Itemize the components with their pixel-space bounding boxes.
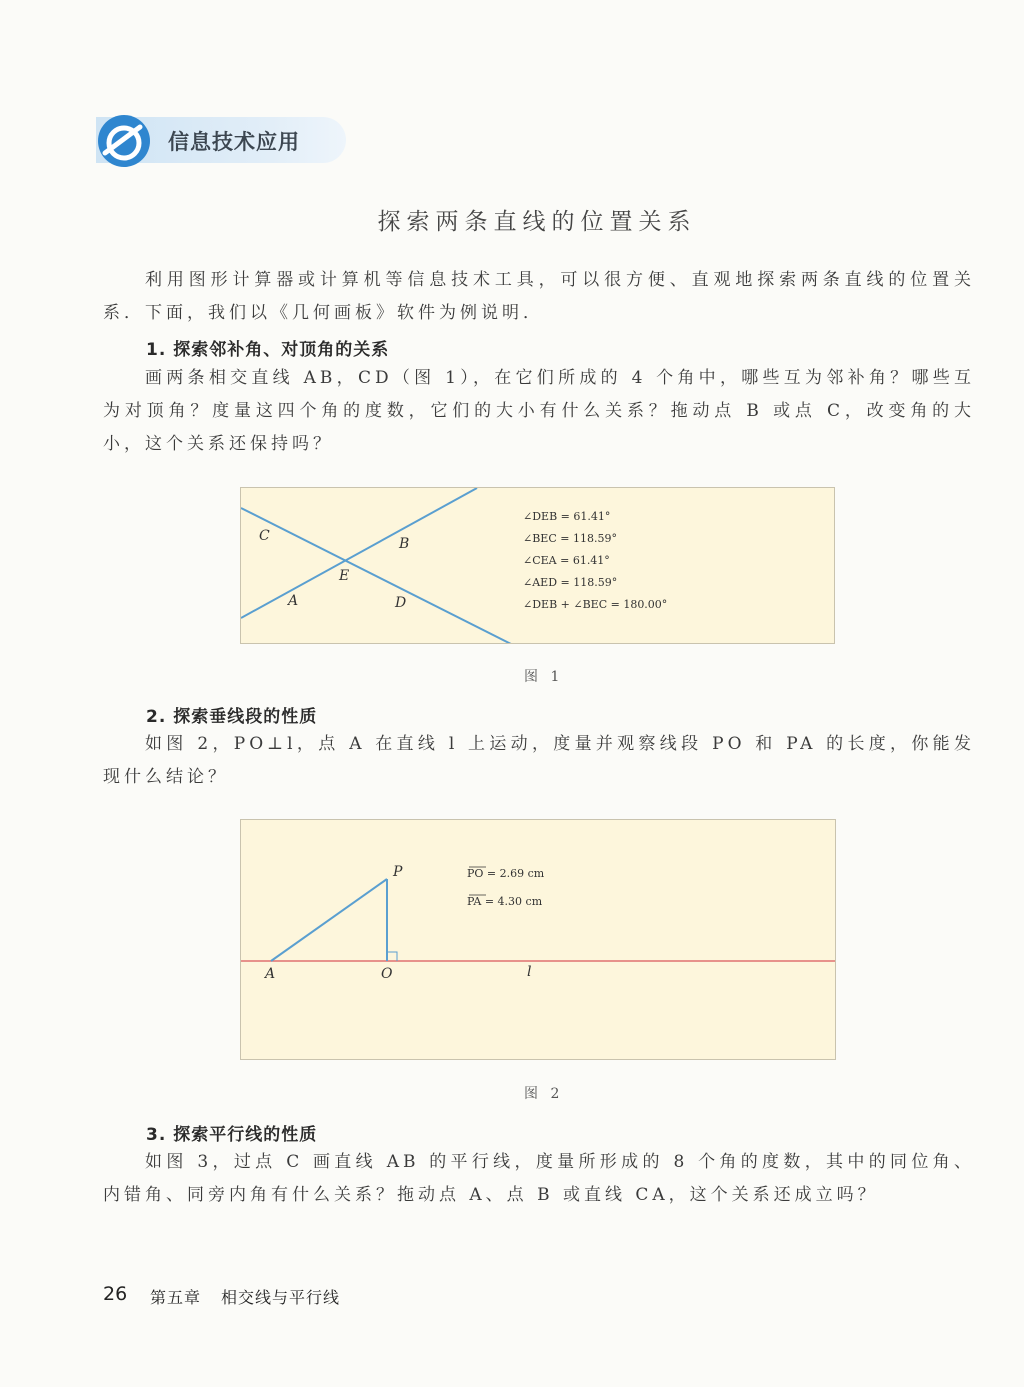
section1-paragraph: 画两条相交直线 AB，CD（图 1），在它们所成的 4 个角中，哪些互为邻补角？哪些互为对顶角？度量这四个角的度数，它们的大小有什么关系？拖动点 B 或点 C，改变角的大小，这个关系还保持吗？ <box>103 368 975 454</box>
figure-2-diagram <box>241 820 836 1060</box>
label-e: E <box>339 568 350 584</box>
intro-paragraph: 利用图形计算器或计算机等信息技术工具，可以很方便、直观地探索两条直线的位置关系．下面，我们以《几何画板》软件为例说明． <box>103 270 975 323</box>
figure-2 <box>240 819 836 1060</box>
section3-paragraph: 如图 3，过点 C 画直线 AB 的平行线，度量所形成的 8 个角的度数，其中的同位角、内错角、同旁内角有什么关系？拖动点 A、点 B 或直线 CA，这个关系还成立吗？ <box>103 1152 975 1205</box>
measure-po: PO = 2.69 cm <box>467 867 545 880</box>
measure-bec: ∠BEC = 118.59° <box>523 532 617 545</box>
figure-1-caption: 图 1 <box>524 669 564 685</box>
banner-title: 信息技术应用 <box>168 130 300 154</box>
label-a: A <box>265 966 276 982</box>
page-title: 探索两条直线的位置关系 <box>377 209 697 235</box>
info-tech-icon <box>96 113 152 169</box>
right-angle-mark <box>387 952 397 961</box>
chapter-title: 相交线与平行线 <box>221 1288 341 1307</box>
running-footer <box>150 1285 360 1308</box>
figure-1 <box>240 487 835 644</box>
figure-1-diagram <box>241 488 835 644</box>
section2-heading: 2. 探索垂线段的性质 <box>146 707 318 727</box>
measure-aed: ∠AED = 118.59° <box>523 576 618 589</box>
label-p: P <box>393 864 403 880</box>
measure-cea: ∠CEA = 61.41° <box>523 554 610 567</box>
label-l: l <box>527 964 532 980</box>
line-cd <box>241 508 513 644</box>
label-o: O <box>381 966 393 982</box>
label-d: D <box>395 595 407 611</box>
segment-pa <box>271 879 387 961</box>
measure-pa: PA = 4.30 cm <box>467 895 543 908</box>
measure-sum: ∠DEB + ∠BEC = 180.00° <box>523 598 668 611</box>
section1-heading: 1. 探索邻补角、对顶角的关系 <box>146 340 390 360</box>
label-c: C <box>259 528 270 544</box>
label-b: B <box>399 536 410 552</box>
label-a: A <box>288 593 299 609</box>
measure-deb: ∠DEB = 61.41° <box>523 510 611 523</box>
line-ab <box>241 488 477 618</box>
page-number: 26 <box>103 1283 128 1305</box>
figure-2-caption: 图 2 <box>524 1086 564 1102</box>
section3-heading: 3. 探索平行线的性质 <box>146 1125 318 1145</box>
section2-paragraph: 如图 2，PO⊥l，点 A 在直线 l 上运动，度量并观察线段 PO 和 PA 的长度，你能发现什么结论？ <box>103 734 975 787</box>
chapter-number: 第五章 <box>150 1288 202 1307</box>
